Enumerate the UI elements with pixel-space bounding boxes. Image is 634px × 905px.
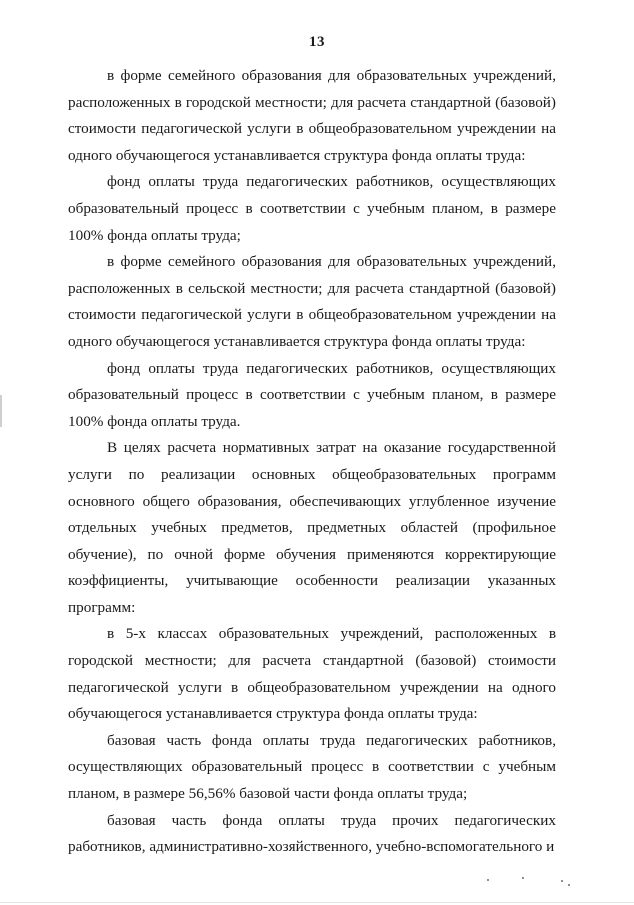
paragraph-correction-coefficients: В целях расчета нормативных затрат на оказание государственной услуги по реализации основных общеобразовательных программ основного общего образования, обеспечивающих углубленное изучение отдельных учебных предметов, предметных областей (профильное обучение), по очной форме обучения применяются корректирующие коэффициенты, учитывающие особенности реализации указанных программ: <box>68 439 556 616</box>
paragraph-family-education-rural: в форме семейного образования для образовательных учреждений, расположенных в сельской местности; для расчета стандартной (базовой) стоимости педагогической услуги в общеобразовательном учреждении на одного обучающегося устанавливается структура фонда оплаты труда: <box>68 253 556 350</box>
page-number: 13 <box>309 34 325 50</box>
scan-edge-mark <box>0 395 2 427</box>
paragraph-family-education-urban: в форме семейного образования для образовательных учреждений, расположенных в городской местности; для расчета стандартной (базовой) стоимости педагогической услуги в общеобразовательном учреждении на одного обучающегося устанавливается структура фонда оплаты труда: <box>68 67 556 164</box>
scan-speck <box>561 880 563 882</box>
paragraph-payroll-rural: фонд оплаты труда педагогических работников, осуществляющих образовательный процесс в соответствии с учебным планом, в размере 100% фонда оплаты труда. <box>68 359 556 430</box>
scan-speck <box>522 877 524 879</box>
paragraph-grade5-urban: в 5-х классах образовательных учреждений, расположенных в городской местности; для расчета стандартной (базовой) стоимости педагогической услуги в общеобразовательном учреждении на одного обучающегося устанавливается структура фонда оплаты труда: <box>68 625 556 723</box>
scan-speck <box>487 879 489 881</box>
scan-bottom-edge <box>0 902 634 903</box>
paragraph-payroll-urban: фонд оплаты труда педагогических работников, осуществляющих образовательный процесс в соответствии с учебным планом, в размере 100% фонда оплаты труда; <box>68 173 556 244</box>
paragraph-base-payroll-other-staff: базовая часть фонда оплаты труда прочих педагогических работников, административно-хозяйственного, учебно-вспомогательного и <box>68 811 556 856</box>
paragraph-base-payroll-teachers: базовая часть фонда оплаты труда педагогических работников, осуществляющих образовательный процесс в соответствии с учебным планом, в размере 56,56% базовой части фонда оплаты труда; <box>68 731 556 803</box>
document-body <box>68 63 556 861</box>
scan-speck <box>568 884 570 886</box>
